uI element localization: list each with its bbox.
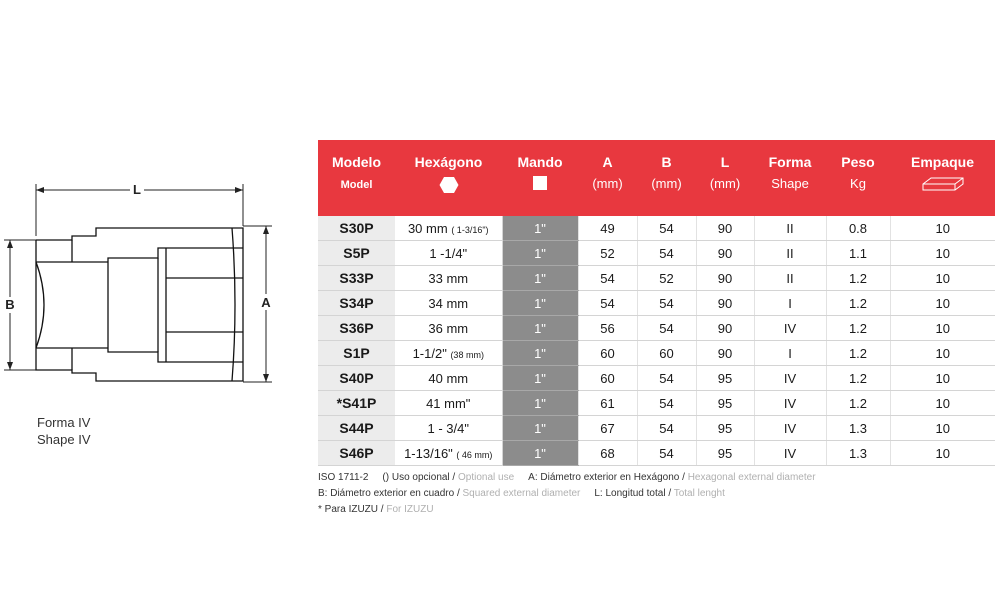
table-row [318,216,995,241]
drive-cell: 1" [502,391,578,416]
b-cell: 54 [637,416,696,441]
model-cell: S30P [318,216,395,241]
hex-size: 1 -1/4" [429,245,468,261]
weight-cell: 1.3 [826,441,890,466]
hex-cell [395,391,502,416]
header-row [318,140,995,171]
shape-cell: IV [754,316,826,341]
hex-cell [395,441,502,466]
drive-cell: 1" [502,441,578,466]
model-cell: S44P [318,416,395,441]
weight-cell: 0.8 [826,216,890,241]
shape-cell: I [754,341,826,366]
col-peso: Peso [826,140,890,171]
hex-cell [395,341,502,366]
table-row [318,341,995,366]
col-a-unit: (mm) [578,171,637,216]
shape-caption-en: Shape IV [37,432,91,447]
b-cell: 54 [637,316,696,341]
pack-cell: 10 [890,241,995,266]
square-drive-icon [502,171,578,216]
table-row [318,416,995,441]
pack-cell: 10 [890,391,995,416]
a-cell: 68 [578,441,637,466]
l-cell: 95 [696,441,754,466]
hex-size-alt: (38 mm) [450,349,484,360]
drive-cell: 1" [502,316,578,341]
note-izuzu: * Para IZUZU / [318,504,384,515]
shape-cell: II [754,216,826,241]
b-cell: 54 [637,216,696,241]
a-cell: 52 [578,241,637,266]
weight-cell: 1.2 [826,266,890,291]
col-b-unit: (mm) [637,171,696,216]
model-cell: *S41P [318,391,395,416]
note-l-en: Total lenght [673,488,725,499]
l-cell: 95 [696,366,754,391]
hex-size: 30 mm [407,220,448,236]
table-row [318,441,995,466]
shape-cell: IV [754,441,826,466]
socket-diagram [0,170,300,400]
weight-cell: 1.2 [826,316,890,341]
footnote-line-3 [318,502,816,518]
l-cell: 95 [696,391,754,416]
l-cell: 90 [696,291,754,316]
table-row [318,291,995,316]
table-row [318,266,995,291]
hex-size: 33 mm [428,270,469,286]
hex-cell [395,416,502,441]
drive-cell: 1" [502,266,578,291]
hex-size: 40 mm [428,370,469,386]
a-cell: 54 [578,291,637,316]
col-hexagono: Hexágono [395,140,502,171]
pack-cell: 10 [890,341,995,366]
header-subrow [318,171,995,216]
drive-cell: 1" [502,341,578,366]
table-row [318,241,995,266]
a-cell: 56 [578,316,637,341]
socket-outline [36,228,243,381]
note-a-en: Hexagonal external diameter [687,472,816,483]
l-cell: 90 [696,316,754,341]
table-row [318,391,995,416]
shape-cell: IV [754,366,826,391]
pack-cell: 10 [890,266,995,291]
weight-cell: 1.3 [826,416,890,441]
col-empaque: Empaque [890,140,995,171]
model-cell: S36P [318,316,395,341]
hex-cell [395,216,502,241]
note-optional: () Uso opcional / [382,472,456,483]
hex-size-alt: ( 46 mm) [456,449,493,460]
shape-caption-es: Forma IV [37,415,91,430]
dim-l-arrow-right [235,187,243,193]
drive-cell: 1" [502,291,578,316]
model-cell: S40P [318,366,395,391]
a-cell: 60 [578,341,637,366]
col-shape: Shape [754,171,826,216]
pack-cell: 10 [890,441,995,466]
weight-cell: 1.2 [826,291,890,316]
col-l-unit: (mm) [696,171,754,216]
shape-cell: II [754,241,826,266]
hex-cell [395,316,502,341]
l-cell: 90 [696,241,754,266]
a-cell: 49 [578,216,637,241]
weight-cell: 1.1 [826,241,890,266]
model-cell: S34P [318,291,395,316]
note-optional-en: Optional use [458,472,515,483]
footnotes [318,470,816,518]
hex-size: 41 mm" [426,395,471,411]
a-cell: 61 [578,391,637,416]
note-iso: ISO 1711-2 [318,472,369,483]
model-cell: S5P [318,241,395,266]
note-a: A: Diámetro exterior en Hexágono / [528,472,685,483]
hex-size: 34 mm [428,295,469,311]
l-cell: 90 [696,341,754,366]
col-b: B [637,140,696,171]
l-cell: 90 [696,216,754,241]
a-cell: 54 [578,266,637,291]
b-cell: 54 [637,241,696,266]
shape-cell: II [754,266,826,291]
dim-b-label: B [5,297,15,312]
weight-cell: 1.2 [826,366,890,391]
table-row [318,316,995,341]
col-l: L [696,140,754,171]
l-cell: 90 [696,266,754,291]
hex-cell [395,291,502,316]
pack-cell: 10 [890,366,995,391]
a-cell: 67 [578,416,637,441]
hexagon-icon [395,171,502,216]
footnote-line-1 [318,470,816,486]
note-b-en: Squared external diameter [462,488,581,499]
note-l: L: Longitud total / [594,488,672,499]
dim-a-label: A [261,295,271,310]
shape-cell: I [754,291,826,316]
col-forma: Forma [754,140,826,171]
box-icon [890,171,995,216]
b-cell: 54 [637,366,696,391]
l-cell: 95 [696,416,754,441]
drive-cell: 1" [502,366,578,391]
b-cell: 54 [637,391,696,416]
hex-size-alt: ( 1-3/16") [451,224,489,235]
drive-cell: 1" [502,216,578,241]
drive-cell: 1" [502,416,578,441]
b-cell: 54 [637,441,696,466]
model-cell: S33P [318,266,395,291]
hex-cell [395,266,502,291]
pack-cell: 10 [890,416,995,441]
col-modelo: Modelo [318,140,395,171]
table-row [318,366,995,391]
hex-cell [395,366,502,391]
col-mando: Mando [502,140,578,171]
hex-size: 1-1/2" [412,345,447,361]
note-b: B: Diámetro exterior en cuadro / [318,488,460,499]
spec-table [318,140,995,466]
pack-cell: 10 [890,216,995,241]
hex-size: 1-13/16" [404,445,453,461]
model-cell: S1P [318,341,395,366]
dim-l-label: L [133,182,141,197]
footnote-line-2 [318,486,816,502]
b-cell: 52 [637,266,696,291]
model-cell: S46P [318,441,395,466]
hex-size: 36 mm [428,320,469,336]
pack-cell: 10 [890,316,995,341]
weight-cell: 1.2 [826,391,890,416]
b-cell: 60 [637,341,696,366]
weight-cell: 1.2 [826,341,890,366]
shape-cell: IV [754,416,826,441]
col-peso-unit: Kg [826,171,890,216]
drive-cell: 1" [502,241,578,266]
note-izuzu-en: For IZUZU [386,504,434,515]
shape-cell: IV [754,391,826,416]
hex-size: 1 - 3/4" [427,420,469,436]
dim-l-arrow-left [36,187,44,193]
hex-cell [395,241,502,266]
b-cell: 54 [637,291,696,316]
col-a: A [578,140,637,171]
col-model-en: Model [318,171,395,216]
a-cell: 60 [578,366,637,391]
pack-cell: 10 [890,291,995,316]
